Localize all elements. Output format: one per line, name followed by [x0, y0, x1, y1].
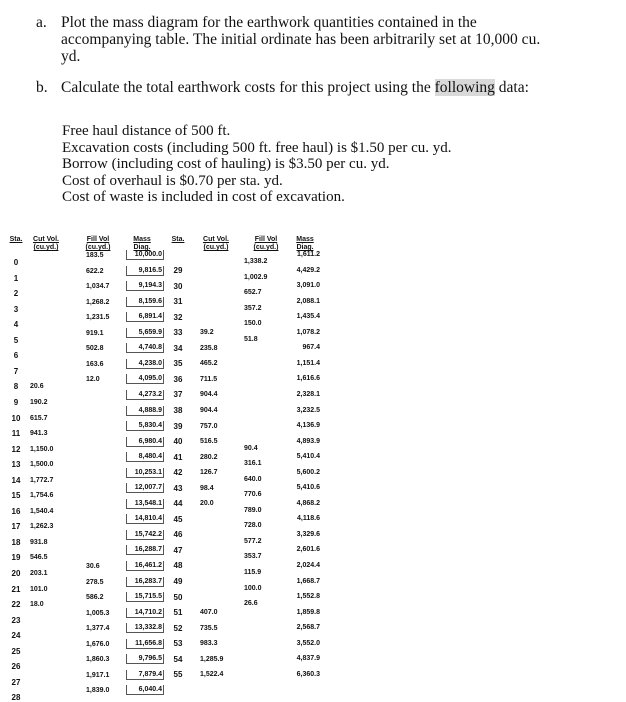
fill-volume: 577.2	[244, 537, 262, 545]
mass-ordinate: 5,410.6	[296, 484, 320, 492]
mass-ordinate: 16,461.2	[126, 561, 164, 571]
cut-volume: 1,522.4	[200, 671, 224, 679]
mass-ordinate: 12,007.7	[126, 483, 164, 493]
station-number: 37	[173, 390, 183, 400]
cut-volume: 1,500.0	[30, 461, 54, 469]
header-sta-right: Sta.	[171, 236, 185, 243]
station-number: 24	[11, 631, 21, 641]
station-number: 4	[13, 320, 19, 330]
part-b-label: b.	[36, 79, 48, 96]
mass-ordinate: 1,611.2	[297, 251, 320, 258]
station-number: 38	[173, 405, 183, 415]
station-number: 10	[11, 413, 21, 423]
fill-volume: 12.0	[86, 376, 100, 384]
station-number: 39	[173, 421, 183, 431]
cut-volume: 98.4	[200, 484, 214, 492]
header-mass-right: Mass Diag.	[296, 236, 314, 251]
cut-volume: 101.0	[30, 585, 48, 593]
fill-volume: 1,377.4	[86, 625, 110, 633]
station-number: 43	[173, 483, 183, 493]
station-number: 33	[173, 328, 183, 338]
mass-ordinate: 8,159.6	[126, 297, 164, 307]
mass-ordinate: 2,328.1	[296, 390, 320, 398]
mass-ordinate: 8,480.4	[126, 452, 164, 462]
fill-volume: 919.1	[86, 329, 104, 337]
mass-ordinate: 1,616.6	[296, 375, 320, 383]
part-a	[36, 14, 596, 65]
station-number: 1	[13, 273, 19, 283]
fill-volume: 357.2	[244, 304, 262, 312]
station-number: 17	[11, 522, 21, 532]
station-number: 54	[173, 654, 183, 664]
station-number: 45	[173, 514, 183, 524]
station-number: 51	[173, 608, 183, 618]
fill-volume: 316.1	[244, 460, 262, 468]
cut-volume: 1,754.6	[30, 492, 54, 500]
header-cut-right: Cut Vol. (cu.yd.)	[203, 236, 229, 251]
fill-volume: 586.2	[86, 594, 104, 602]
mass-ordinate: 967.4	[302, 344, 320, 352]
mass-ordinate: 5,830.4	[126, 421, 164, 431]
mass-ordinate: 11,656.8	[126, 639, 164, 649]
cut-volume: 1,262.3	[30, 523, 54, 531]
station-number: 27	[11, 677, 21, 687]
cut-volume: 190.2	[30, 398, 48, 406]
header-mass: Mass Diag.	[133, 236, 151, 251]
cut-volume: 757.0	[200, 422, 218, 430]
mass-ordinate: 6,360.3	[296, 670, 320, 678]
fill-volume: 1,268.2	[86, 298, 110, 306]
station-number: 23	[11, 615, 21, 625]
earthwork-table	[0, 232, 626, 700]
cut-volume: 983.3	[200, 640, 218, 648]
station-number: 35	[173, 359, 183, 369]
station-number: 48	[173, 561, 183, 571]
station-number: 53	[173, 639, 183, 649]
station-number: 19	[11, 553, 21, 563]
station-number: 52	[173, 623, 183, 633]
fill-volume: 150.0	[244, 320, 262, 328]
cut-volume: 407.0	[200, 609, 218, 617]
cut-volume: 280.2	[200, 453, 218, 461]
part-a-line3: yd.	[61, 48, 81, 65]
mass-ordinate: 4,095.0	[126, 374, 164, 384]
mass-ordinate: 2,024.4	[296, 562, 320, 569]
part-a-label: a.	[36, 14, 47, 31]
mass-ordinate: 2,601.6	[296, 546, 320, 554]
fill-volume: 183.5	[86, 252, 104, 259]
station-number: 44	[173, 499, 183, 509]
fill-volume: 1,002.9	[244, 273, 268, 281]
cut-volume: 20.0	[200, 500, 214, 508]
mass-ordinate: 6,980.4	[126, 437, 164, 447]
cut-volume: 516.5	[200, 438, 218, 446]
mass-ordinate: 9,194.3	[126, 281, 164, 291]
fill-volume: 640.0	[244, 475, 262, 483]
station-number: 8	[13, 382, 19, 392]
station-number: 3	[13, 304, 19, 314]
cut-volume: 20.6	[30, 383, 44, 391]
mass-ordinate: 9,816.5	[126, 266, 164, 276]
station-number: 49	[173, 577, 183, 586]
fill-volume: 502.8	[86, 345, 104, 353]
fill-volume: 622.2	[86, 267, 104, 275]
cut-volume: 1,540.4	[30, 507, 54, 515]
mass-ordinate: 3,232.5	[296, 406, 320, 414]
station-number: 21	[11, 584, 21, 594]
mass-ordinate: 15,742.2	[126, 530, 164, 540]
station-number: 32	[173, 312, 183, 322]
mass-ordinate: 3,552.0	[296, 639, 320, 647]
cut-volume: 465.2	[200, 360, 218, 368]
part-b-text: Calculate the total earthwork costs for this project using the	[61, 79, 431, 96]
cut-volume: 904.4	[200, 406, 218, 414]
mass-ordinate: 13,332.8	[126, 623, 164, 633]
fill-volume: 1,917.1	[86, 671, 110, 679]
cost-line: Free haul distance of 500 ft.	[62, 123, 231, 139]
mass-ordinate: 4,868.2	[296, 499, 320, 507]
mass-ordinate: 16,283.7	[126, 577, 164, 587]
mass-ordinate: 14,710.2	[126, 608, 164, 618]
cut-volume: 203.1	[30, 570, 48, 577]
fill-volume: 278.5	[86, 578, 104, 586]
mass-ordinate: 14,810.4	[126, 514, 164, 524]
fill-volume: 115.9	[244, 569, 262, 576]
station-number: 15	[11, 491, 21, 501]
cut-volume: 941.3	[30, 430, 48, 438]
part-b-highlight: following	[434, 79, 495, 96]
mass-ordinate: 4,136.9	[296, 422, 320, 430]
cut-volume: 735.5	[200, 624, 218, 632]
cut-volume: 1,772.7	[30, 476, 54, 484]
mass-ordinate: 1,668.7	[296, 577, 320, 585]
cut-volume: 39.2	[200, 329, 214, 337]
cost-line: Cost of waste is included in cost of excavation.	[62, 189, 345, 206]
mass-ordinate: 2,088.1	[296, 297, 320, 305]
station-number: 2	[13, 289, 19, 299]
station-number: 29	[173, 266, 183, 275]
mass-ordinate: 13,548.1	[126, 499, 164, 509]
fill-volume: 1,839.0	[86, 687, 110, 695]
cut-volume: 18.0	[30, 601, 44, 609]
station-number: 36	[173, 374, 183, 384]
mass-ordinate: 5,659.9	[126, 328, 164, 338]
header-fill: Fill Vol (cu.yd.)	[85, 236, 111, 251]
station-number: 25	[11, 646, 21, 656]
fill-volume: 1,676.0	[86, 640, 110, 648]
mass-ordinate: 4,740.8	[126, 343, 164, 353]
mass-ordinate: 9,796.5	[126, 654, 164, 664]
station-number: 7	[13, 366, 19, 376]
fill-volume: 728.0	[244, 522, 262, 530]
mass-ordinate: 1,859.8	[296, 608, 320, 616]
mass-ordinate: 10,253.1	[126, 468, 164, 478]
station-number: 9	[13, 397, 19, 407]
station-number: 50	[173, 592, 183, 602]
mass-ordinate: 4,118.6	[297, 515, 320, 523]
cost-line: Excavation costs (including 500 ft. free haul) is $1.50 per cu. yd.	[62, 139, 452, 156]
mass-ordinate: 4,429.2	[296, 266, 320, 274]
cut-volume: 615.7	[30, 414, 48, 422]
mass-ordinate: 4,273.2	[126, 390, 164, 400]
station-number: 47	[173, 545, 183, 555]
mass-ordinate: 5,410.4	[296, 453, 320, 461]
station-number: 34	[173, 343, 183, 353]
mass-ordinate: 6,040.4	[126, 685, 164, 695]
station-number: 20	[11, 569, 21, 578]
station-number: 18	[11, 537, 21, 547]
cost-line: Cost of overhaul is $0.70 per sta. yd.	[62, 172, 283, 189]
mass-ordinate: 4,888.9	[126, 406, 164, 416]
station-number: 31	[173, 297, 183, 307]
station-number: 41	[173, 452, 183, 462]
mass-ordinate: 1,078.2	[296, 328, 320, 336]
cut-volume: 546.5	[30, 554, 48, 562]
station-number: 11	[11, 429, 21, 439]
mass-ordinate: 1,151.4	[296, 359, 320, 367]
questions	[36, 14, 596, 109]
cut-volume: 711.5	[200, 375, 218, 383]
station-number: 13	[11, 460, 21, 470]
part-b-text-end: data:	[494, 79, 529, 96]
mass-ordinate: 1,435.4	[296, 313, 320, 321]
mass-ordinate: 2,568.7	[296, 624, 320, 632]
station-number: 42	[173, 468, 183, 478]
mass-ordinate: 16,288.7	[126, 545, 164, 555]
mass-ordinate: 15,715.5	[126, 592, 164, 602]
cut-volume: 931.8	[30, 538, 48, 546]
station-number: 28	[11, 693, 21, 702]
station-number: 6	[13, 351, 19, 361]
fill-volume: 789.0	[244, 506, 262, 514]
fill-volume: 1,005.3	[86, 609, 110, 617]
fill-volume: 51.8	[244, 335, 258, 343]
mass-ordinate: 5,600.2	[296, 468, 320, 476]
header-cut: Cut Vol. (cu.yd.)	[33, 236, 59, 251]
cost-line: Borrow (including cost of hauling) is $3.50 per cu. yd.	[62, 156, 390, 173]
fill-volume: 770.6	[244, 491, 262, 499]
station-number: 5	[13, 335, 19, 345]
header-sta: Sta.	[9, 236, 23, 243]
header-fill-right: Fill Vol (cu.yd.)	[253, 236, 279, 251]
mass-ordinate: 6,891.4	[126, 312, 164, 322]
station-number: 14	[11, 475, 21, 485]
fill-volume: 100.0	[244, 584, 262, 592]
fill-volume: 1,231.5	[86, 314, 110, 322]
station-number: 16	[11, 506, 21, 516]
station-number: 12	[11, 444, 21, 454]
mass-ordinate: 4,238.0	[126, 359, 164, 369]
station-number: 40	[173, 437, 183, 447]
fill-volume: 652.7	[244, 289, 262, 297]
cut-volume: 1,285.9	[200, 655, 224, 663]
fill-volume: 30.6	[86, 563, 100, 570]
fill-volume: 163.6	[86, 360, 104, 368]
mass-ordinate: 4,837.9	[296, 655, 320, 663]
part-b	[36, 79, 596, 96]
station-number: 26	[11, 662, 21, 672]
fill-volume: 1,860.3	[86, 656, 110, 664]
part-a-line1: Plot the mass diagram for the earthwork quantities contained in the	[61, 14, 477, 31]
station-number: 30	[173, 281, 183, 291]
cut-volume: 1,150.0	[30, 445, 54, 453]
station-number: 22	[11, 600, 21, 610]
cut-volume: 904.4	[200, 391, 218, 399]
cut-volume: 235.8	[200, 344, 218, 352]
mass-ordinate: 7,879.4	[126, 670, 164, 680]
cut-volume: 126.7	[200, 469, 218, 477]
station-number: 55	[173, 670, 183, 680]
cost-data	[62, 123, 451, 206]
mass-ordinate: 10,000.0	[126, 250, 164, 260]
mass-ordinate: 3,329.6	[296, 530, 320, 538]
mass-ordinate: 3,091.0	[296, 282, 320, 290]
mass-ordinate: 4,893.9	[296, 437, 320, 445]
fill-volume: 26.6	[244, 600, 258, 608]
fill-volume: 1,338.2	[244, 258, 268, 265]
fill-volume: 1,034.7	[86, 283, 110, 291]
fill-volume: 90.4	[244, 444, 258, 452]
fill-volume: 353.7	[244, 553, 262, 561]
mass-ordinate: 1,552.8	[296, 593, 320, 601]
station-number: 0	[13, 258, 19, 267]
station-number: 46	[173, 530, 183, 540]
part-a-line2: accompanying table. The initial ordinate has been arbitrarily set at 10,000 cu.	[61, 31, 541, 48]
